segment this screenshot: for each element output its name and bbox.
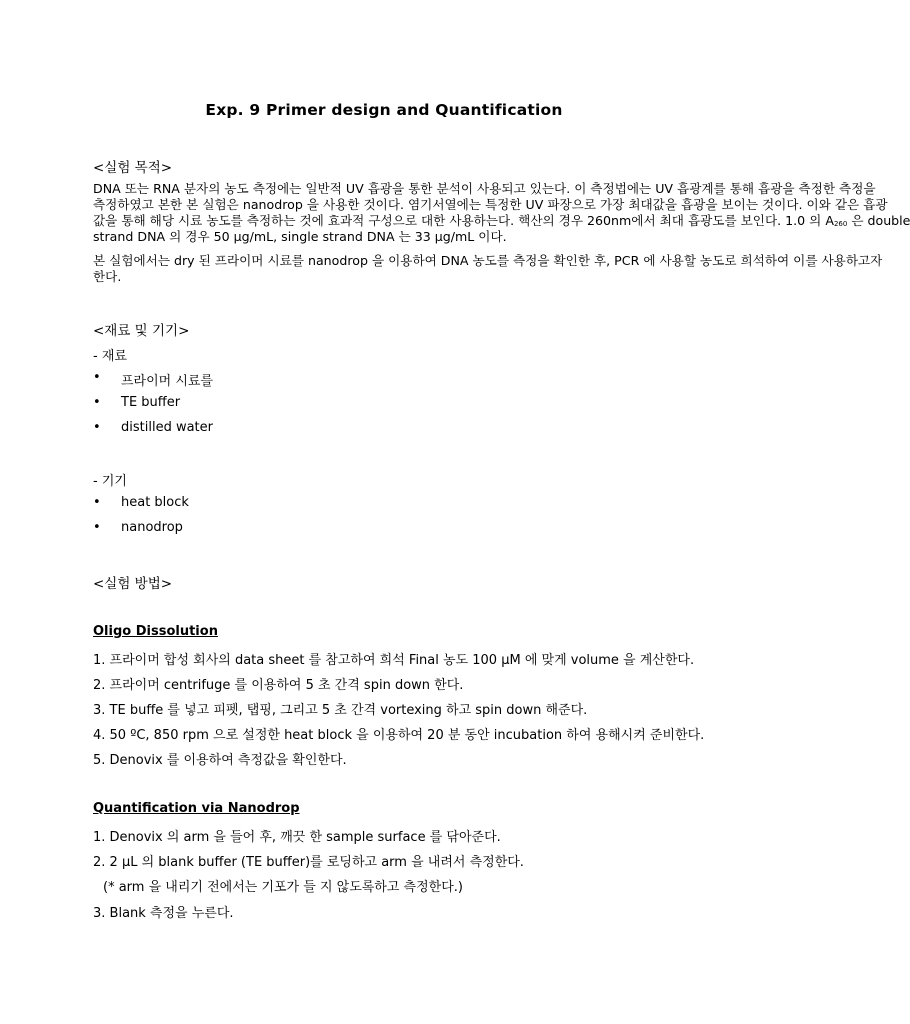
quant-note: (* arm 을 내리기 전에서는 기포가 들 지 않도록하고 측정한다.) xyxy=(103,880,463,895)
purpose-para2-line1: 본 실험에서는 dry 된 프라이머 시료를 nanodrop 을 이용하여 DNA 농도를 측정을 확인한 후, PCR 에 사용할 농도로 희석하여 이를 사용하고자 xyxy=(93,253,883,268)
purpose-para2-line2: 한다. xyxy=(93,269,122,284)
bullet-icon: • xyxy=(93,520,101,535)
purpose-para1-line4: strand DNA 의 경우 50 µg/mL, single strand DNA 는 33 µg/mL 이다. xyxy=(93,229,507,244)
purpose-para1-line3: 값을 통해 해당 시료 농도를 측정하는 것에 효과적 구성으로 대한 사용하는다. 핵산의 경우 260nm에서 최대 흡광도를 보인다. 1.0 의 $A_{260}$ 은 double xyxy=(93,213,910,228)
reagents-label: - 재료 xyxy=(93,349,127,364)
section-heading-methods: <실험 방법> xyxy=(93,576,173,592)
a260-subscript: 260 xyxy=(833,220,848,228)
equipment-label: - 기기 xyxy=(93,474,127,489)
section-heading-purpose: <실험 목적> xyxy=(93,160,173,176)
oligo-step: 1. 프라이머 합성 회사의 data sheet 를 참고하여 희석 Final 농도 100 µM 에 맞게 volume 을 계산한다. xyxy=(93,653,695,668)
bullet-icon: • xyxy=(93,420,101,435)
bullet-icon: • xyxy=(93,495,101,510)
document-title: Exp. 9 Primer design and Quantification xyxy=(205,101,563,119)
section-heading-materials: <재료 및 기기> xyxy=(93,323,190,339)
oligo-step: 2. 프라이머 centrifuge 를 이용하여 5 초 간격 spin down 한다. xyxy=(93,678,464,693)
document-page: Exp. 9 Primer design and Quantification <실험 목적> DNA 또는 RNA 분자의 농도 측정에는 일반적 UV 흡광을 통한 분석이 사용되고 있는다. 이 측정법에는 UV 흡광계를 통해 흡광을 측정한 측정을 측정하였고 본한 본 실험은 nanodrop 을 사용한 것이다. 염기서열에는 특정한 UV 파장으로 가장 최대값을 흡광을 보이는 것이다. 이와 같은 흡광 값을 통해 해당 시료 농도를 측정하는 것에 효과적 구성으로 대한 사용하는다. 핵산의 경우 260nm에서 최대 흡광도를 보인다. 1.0 의 $A_{260}$ 은 double strand DNA 의 경우 50 µg/mL, single strand DNA 는 33 µg/mL 이다. 본 실험에서는 dry 된 프라이머 시료를 nanodrop 을 이용하여 DNA 농도를 측정을 확인한 후, PCR 에 사용할 농도로 희석하여 이를 사용하고자 한다. <재료 및 기기> - 재료 • 프라이머 시료를 • TE buffer • distilled water - 기기 • heat block • nanodrop <실험 방법> Oligo Dissolution 1. 프라이머 합성 회사의 data sheet 를 참고하여 희석 Final 농도 100 µM 에 맞게 volume 을 계산한다. 2. 프라이머 centrifuge 를 이용하여 5 초 간격 spin down 한다. 3. TE buffe 를 넣고 피펫, 탭핑, 그리고 5 초 간격 vortexing 하고 spin down 해준다. 4. 50 ºC, 850 rpm 으로 설정한 heat block 을 이용하여 20 분 동안 incubation 하여 용해시켜 준비한다. 5. Denovix 를 이용하여 측정값을 확인한다. Quantification via Nanodrop 1. Denovix 의 arm 을 들어 후, 깨끗 한 sample surface 를 닦아준다. 2. 2 µL 의 blank buffer (TE buffer)를 로딩하고 arm 을 내려서 측정한다. (* arm 을 내리기 전에서는 기포가 들 지 않도록하고 측정한다.) 3. Blank 측정을 누른다. xyxy=(0,0,768,1024)
quant-step: 3. Blank 측정을 누른다. xyxy=(93,906,234,921)
purpose-para1-line2: 측정하였고 본한 본 실험은 nanodrop 을 사용한 것이다. 염기서열에는 특정한 UV 파장으로 가장 최대값을 흡광을 보이는 것이다. 이와 같은 흡광 xyxy=(93,197,888,212)
purpose-para1-line1: DNA 또는 RNA 분자의 농도 측정에는 일반적 UV 흡광을 통한 분석이 사용되고 있는다. 이 측정법에는 UV 흡광계를 통해 흡광을 측정한 측정을 xyxy=(93,181,876,196)
oligo-step: 4. 50 ºC, 850 rpm 으로 설정한 heat block 을 이용하여 20 분 동안 incubation 하여 용해시켜 준비한다. xyxy=(93,728,705,743)
oligo-dissolution-heading: Oligo Dissolution xyxy=(93,624,218,639)
quant-step: 2. 2 µL 의 blank buffer (TE buffer)를 로딩하고 arm 을 내려서 측정한다. xyxy=(93,855,524,870)
bullet-icon: • xyxy=(93,395,101,410)
quantification-heading: Quantification via Nanodrop xyxy=(93,801,300,816)
oligo-step: 5. Denovix 를 이용하여 측정값을 확인한다. xyxy=(93,753,347,768)
bullet-icon: • xyxy=(93,370,101,385)
quant-step: 1. Denovix 의 arm 을 들어 후, 깨끗 한 sample surface 를 닦아준다. xyxy=(93,830,501,845)
oligo-step: 3. TE buffe 를 넣고 피펫, 탭핑, 그리고 5 초 간격 vortexing 하고 spin down 해준다. xyxy=(93,703,588,718)
